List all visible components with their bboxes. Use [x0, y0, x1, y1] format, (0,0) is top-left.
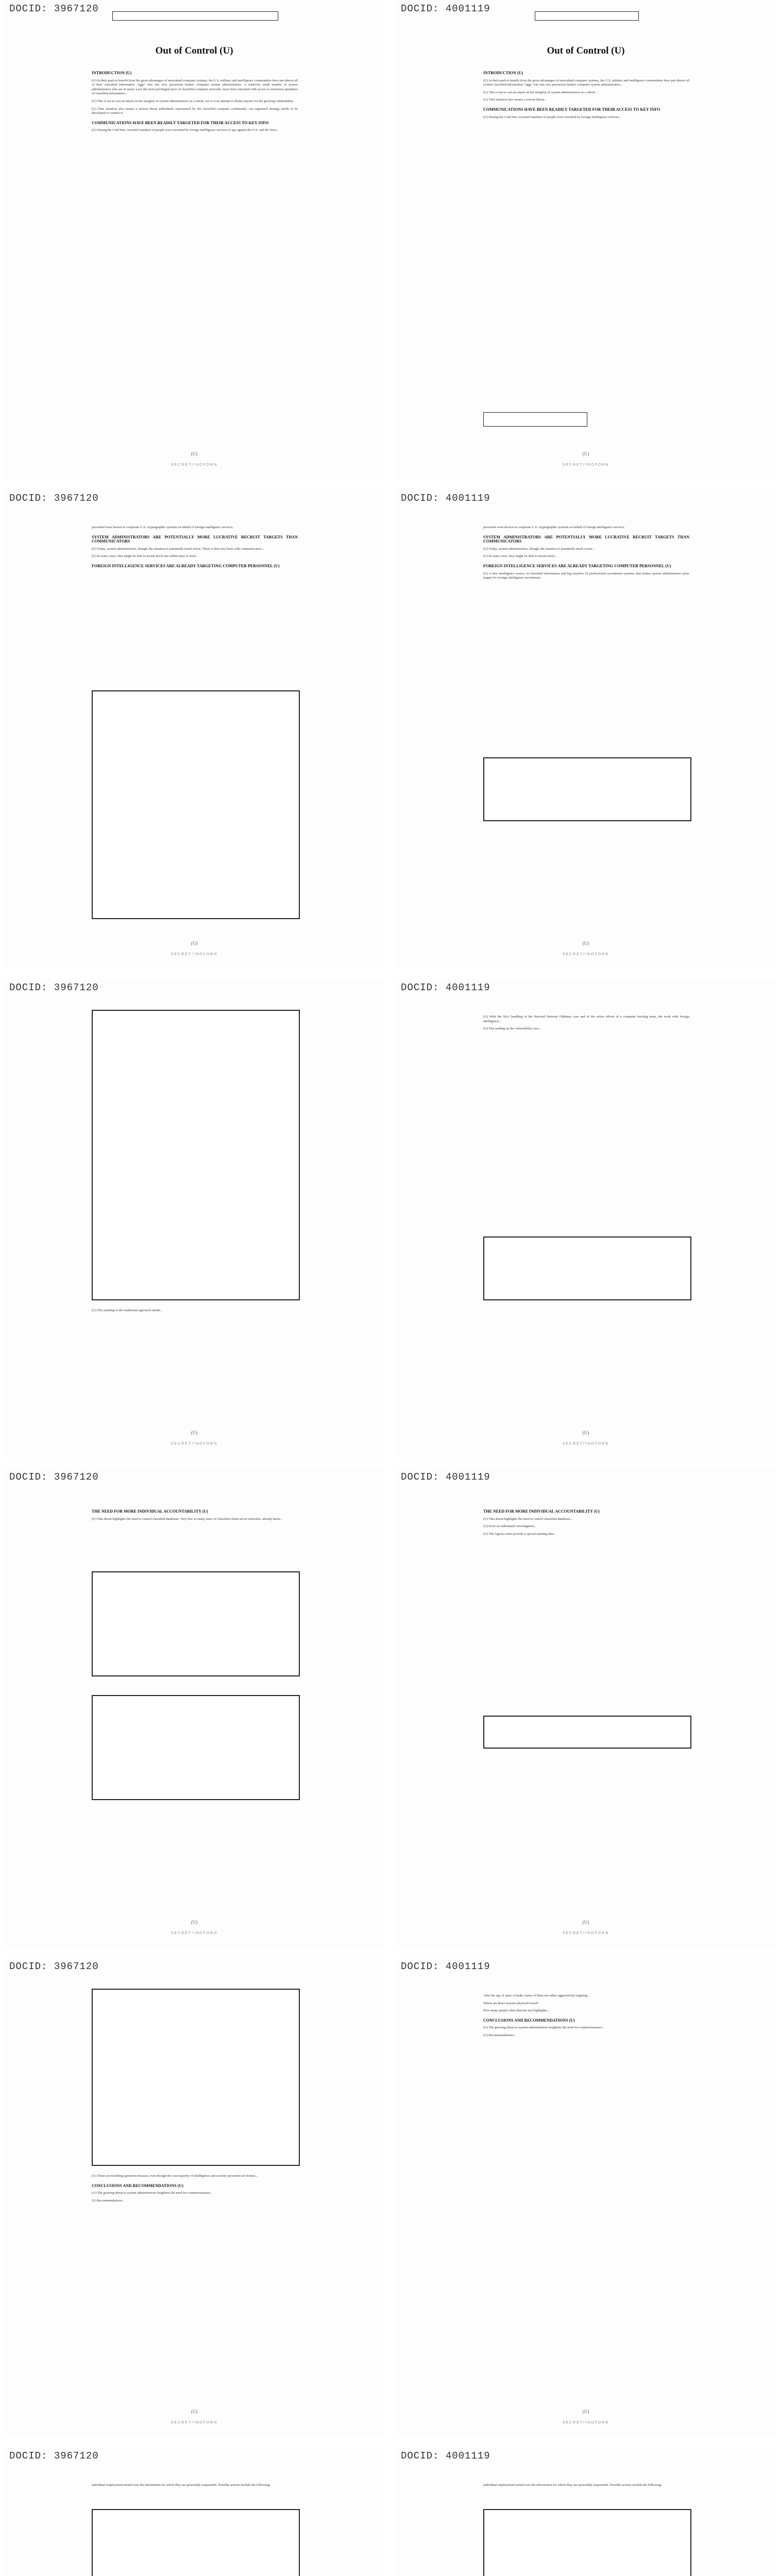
docid: DOCID: 4001119	[401, 1471, 490, 1483]
docid: DOCID: 3967120	[9, 3, 99, 14]
classification-footer: SECRET//NOFORN	[171, 463, 218, 467]
redaction-box	[483, 1716, 691, 1749]
classification-footer: SECRET//NOFORN	[562, 463, 609, 467]
page-2-right	[396, 489, 776, 969]
redaction-box	[112, 11, 278, 21]
paragraph: (U) The standing of the traditional approach stands...	[92, 1309, 163, 1312]
paragraph: (U) The growing threat to system administrators heightens the need for countermeasures...	[483, 2026, 604, 2030]
docid: DOCID: 3967120	[9, 982, 99, 993]
classification-footer: SECRET//NOFORN	[562, 953, 609, 956]
section-heading: INTRODUCTION (U)	[92, 71, 132, 75]
body-text	[483, 2483, 689, 2491]
docid: DOCID: 3967120	[9, 493, 99, 504]
redaction-box	[535, 11, 639, 21]
body-text	[483, 526, 689, 584]
section-heading: COMMUNICATIONS HAVE BEEN READILY TARGETED FOR THEIR ACCESS TO KEY INFO	[92, 120, 269, 125]
paragraph: (U) In their push to benefit from the great advantages of networked computer systems, the U.S. military and intelligence communities have put almost all of their classified information "eggs" into one very precarious basket: computer system administrators...	[483, 78, 689, 87]
redaction-box	[92, 1695, 300, 1800]
classification-footer: SECRET//NOFORN	[171, 2421, 218, 2425]
paragraph: personnel were known to cooperate U.S. cryptographic systems on behalf of foreign intelligence services.	[483, 526, 625, 529]
page-number: (U)	[191, 1430, 198, 1435]
paragraph: (U) In some cases, they might be able to ascent merit...	[483, 554, 557, 558]
page-number: (U)	[582, 451, 589, 456]
docid: DOCID: 4001119	[401, 1961, 490, 1972]
section-heading: FOREIGN INTELLIGENCE SERVICES ARE ALREADY TARGETING COMPUTER PERSONNEL (U)	[92, 563, 280, 568]
classification-footer: SECRET//NOFORN	[562, 1442, 609, 1446]
body-text	[92, 526, 298, 572]
paragraph: (U) Recommendations...	[483, 2033, 516, 2037]
body-text	[92, 1309, 298, 1316]
classification-footer: SECRET//NOFORN	[171, 1931, 218, 1935]
page-6-left	[4, 2447, 384, 2576]
redaction-box	[92, 1989, 300, 2166]
page-1-left	[4, 0, 384, 479]
section-heading: CONCLUSIONS AND RECOMMENDATIONS (U)	[483, 2018, 575, 2023]
body-text	[483, 1994, 689, 2041]
docid: DOCID: 3967120	[9, 2450, 99, 2462]
docid: DOCID: 4001119	[401, 982, 490, 993]
paragraph: (U) This threat highlights the need to control classified databases...	[483, 1517, 573, 1521]
section-heading: COMMUNICATIONS HAVE BEEN READILY TARGETED FOR THEIR ACCESS TO KEY INFO	[483, 107, 660, 112]
paragraph: (U) That situation also means a serious threat individuals represented by the classified computer community—an organized strategy needs to be developed to counter it.	[92, 107, 298, 115]
footnote-box	[483, 412, 587, 427]
section-heading: THE NEED FOR MORE INDIVIDUAL ACCOUNTABILITY (U)	[483, 1509, 600, 1514]
page-5-left	[4, 1958, 384, 2437]
body-text	[92, 2174, 298, 2206]
page-3-left	[4, 979, 384, 1458]
paragraph: individual employment turned over the information for which they are personally responsible. Possible actions include the following:	[483, 2483, 662, 2487]
paragraph: (U) A new intelligence source, in classified information and big sensitive IT professional recruitment systems, that makes system administrators prize targets for foreign intelligence recruitment.	[483, 571, 689, 580]
page-number: (U)	[191, 451, 198, 456]
docid: DOCID: 3967120	[9, 1961, 99, 1972]
body-text	[483, 66, 689, 123]
page-3-right	[396, 979, 776, 1458]
page-number: (U)	[191, 2409, 198, 2414]
section-heading: THE NEED FOR MORE INDIVIDUAL ACCOUNTABILITY (U)	[92, 1509, 208, 1514]
page-number: (U)	[191, 1920, 198, 1925]
paragraph: (U) The Agency must provide a special training data...	[483, 1532, 556, 1536]
section-heading: CONCLUSIONS AND RECOMMENDATIONS (U)	[92, 2183, 183, 2188]
redaction-box	[483, 2509, 691, 2576]
paragraph: (U) The growing threat to system administrators heightens the need for countermeasures.	[92, 2191, 211, 2195]
section-heading: SYSTEM ADMINISTRATORS ARE POTENTIALLY MORE LUCRATIVE RECRUIT TARGETS THAN COMMUNICATORS	[483, 534, 689, 544]
page-4-right	[396, 1468, 776, 1947]
redaction-box	[92, 2509, 300, 2576]
section-heading: INTRODUCTION (U)	[483, 71, 523, 75]
page-number: (U)	[582, 941, 589, 946]
paragraph: (U) That situation also means a serious threat...	[483, 98, 547, 102]
paragraph: (U) Today, system administrators, though, the situation is potentially much worse. There is that very basis with communicators...	[92, 547, 264, 551]
paragraph: How many people other than the test highlights...	[483, 2009, 550, 2013]
page-number: (U)	[191, 941, 198, 946]
page-2-left	[4, 489, 384, 969]
section-heading: FOREIGN INTELLIGENCE SERVICES ARE ALREADY TARGETING COMPUTER PERSONNEL (U)	[483, 563, 671, 568]
paragraph: personnel were known to cooperate U.S. cryptographic systems on behalf of foreign intelligence services.	[92, 526, 234, 529]
redaction-box	[92, 690, 300, 919]
paragraph: (U) In some cases, they might be able to ascent merit one caliber pass to steal...	[92, 554, 198, 558]
paragraph: (U) This is not to cast an attack on the integrity of system administrators as a whole, nor is it an attempt to blame anyone for the growing vulnerability.	[92, 99, 294, 103]
page-1-right	[396, 0, 776, 479]
paragraph: (U) In their push to benefit from the great advantages of networked computer systems, the U.S. military and intelligence communities have put almost all of their classified information "eggs" into one very precarious basket: computer system administrators. A relatively small number of system administrators who are in many ways the most privileged users of classified computer networks, have been entrusted with access to enormous quantities of classified information...	[92, 78, 298, 96]
paragraph: (U) With the NSA handling of the Harvard National Oldtimer case and of the active efforts of a computer hacking team, the work with foreign intelligence...	[483, 1015, 689, 1023]
redaction-box	[483, 1236, 691, 1300]
redaction-box	[483, 757, 691, 821]
paragraph: Where are those reasons physical boxed?	[483, 2001, 539, 2005]
redaction-box	[92, 1571, 300, 1676]
body-text	[92, 1504, 298, 1524]
body-text	[483, 1015, 689, 1035]
page-title: Out of Control (U)	[547, 45, 625, 56]
paragraph: (U) These are troubling questions because, even though the vast majority of intelligence and security personnel are honest...	[92, 2174, 258, 2178]
redaction-box	[92, 1010, 300, 1300]
body-text	[483, 1504, 689, 1539]
paragraph: individual employment turned over the information for which they are personally responsible. Possible actions include the following:	[92, 2483, 270, 2487]
paragraph: After the age of spies or leaks, many of them are rather aggressively targeting...	[483, 1994, 590, 1997]
page-number: (U)	[582, 1920, 589, 1925]
page-number: (U)	[582, 2409, 589, 2414]
classification-footer: SECRET//NOFORN	[171, 953, 218, 956]
classification-footer: SECRET//NOFORN	[171, 1442, 218, 1446]
classification-footer: SECRET//NOFORN	[562, 2421, 609, 2425]
docid: DOCID: 3967120	[9, 1471, 99, 1483]
paragraph: (U) During the Cold War, recruited numbers of people were recruited by foreign intelligence services...	[483, 115, 622, 119]
page-number: (U)	[582, 1430, 589, 1435]
body-text	[92, 2483, 298, 2491]
paragraph: (U) This threat highlights the need to control classified databases. Very few, as many users of classified client-server networks, already know...	[92, 1517, 283, 1521]
docid: DOCID: 4001119	[401, 2450, 490, 2462]
classification-footer: SECRET//NOFORN	[562, 1931, 609, 1935]
page-5-right	[396, 1958, 776, 2437]
body-text	[92, 66, 298, 136]
paragraph: (U) The seeding on the vulnerability case...	[483, 1027, 541, 1031]
section-heading: SYSTEM ADMINISTRATORS ARE POTENTIALLY MORE LUCRATIVE RECRUIT TARGETS THAN COMMUNICATORS	[92, 534, 298, 544]
paragraph: (U) Even an individual's investigation...	[483, 1524, 537, 1529]
page-4-left	[4, 1468, 384, 1947]
paragraph: (U) During the Cold War, recruited numbers of people were recruited by foreign intelligence services to spy against the U.S. and the West...	[92, 128, 279, 132]
page-title: Out of Control (U)	[155, 45, 233, 56]
paragraph: (U) This is not to cast an attack on the integrity of system administrators as a whole...	[483, 90, 598, 94]
docid: DOCID: 4001119	[401, 3, 490, 14]
paragraph: (U) Today, system administrators, though, the situation is potentially much worse...	[483, 547, 595, 551]
page-6-right	[396, 2447, 776, 2576]
paragraph: (U) Recommendations...	[92, 2198, 125, 2202]
docid: DOCID: 4001119	[401, 493, 490, 504]
